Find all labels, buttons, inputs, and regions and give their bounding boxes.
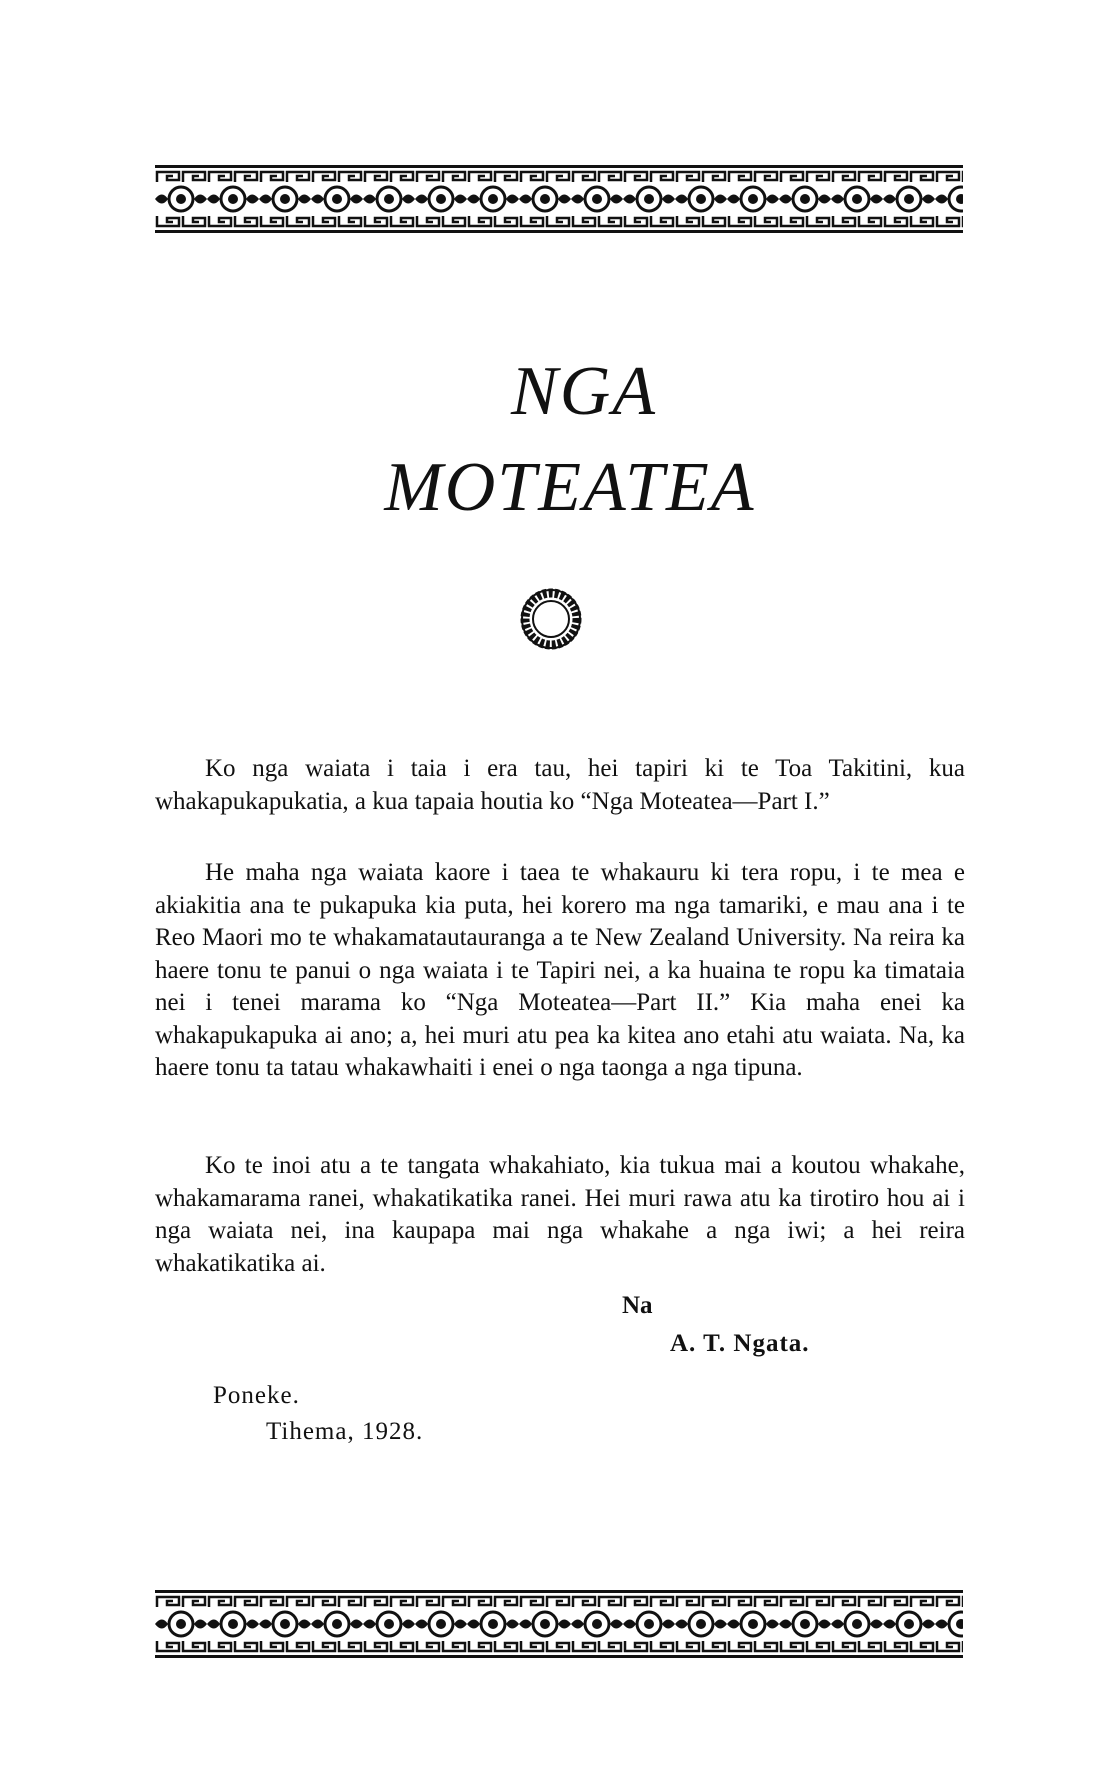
band-motif <box>935 172 963 226</box>
band-motif <box>831 172 883 226</box>
band-motif <box>467 172 519 226</box>
band-motif <box>675 1597 727 1651</box>
band-motif <box>155 172 207 226</box>
band-motif <box>207 172 259 226</box>
paragraph-2: He maha nga waiata kaore i taea te whakauru ki tera ropu, i te mea e akiakitia ana te pukapuka kia puta, hei korero ma nga tamariki, e mau ana i te Reo Maori mo te whakamatautauranga a te New Zealand University. Na reira ka haere tonu te panui o nga waiata i te Tapiri nei, a ka huaina te ropu ka timataia nei i tenei marama ko “Nga Moteatea—Part II.” Kia maha enei ka whakapukapuka ai ano; a, hei muri atu pea ka kitea ano etahi atu waiata. Na, ka haere tonu ta tatau whakawhaiti i enei o nga taonga a nga tipuna. <box>155 859 965 1081</box>
band-motif <box>727 1597 779 1651</box>
band-motif <box>883 172 935 226</box>
title-line-1: NGA <box>511 353 657 430</box>
top-ornamental-band <box>155 165 963 233</box>
band-motif <box>311 172 363 226</box>
band-motif <box>155 1597 207 1651</box>
date-line: Tihema, 1928. <box>266 1418 424 1445</box>
band-motif <box>259 172 311 226</box>
band-motif <box>363 1597 415 1651</box>
band-motif <box>363 172 415 226</box>
signature-na: Na <box>622 1292 653 1319</box>
band-motif <box>519 1597 571 1651</box>
band-motif <box>207 1597 259 1651</box>
band-motif <box>415 1597 467 1651</box>
band-motif <box>415 172 467 226</box>
band-motif <box>935 1597 963 1651</box>
bottom-ornamental-band <box>155 1590 963 1658</box>
band-motif <box>779 172 831 226</box>
band-motif <box>883 1597 935 1651</box>
paragraph-1: Ko nga waiata i taia i era tau, hei tapiri ki te Toa Takitini, kua whakapukapukatia, a kua tapaia houtia ko “Nga Moteatea—Part I.” <box>155 755 965 815</box>
signature-name: A. T. Ngata. <box>670 1330 810 1357</box>
band-motif <box>519 172 571 226</box>
band-motif <box>831 1597 883 1651</box>
band-motif <box>623 1597 675 1651</box>
band-motif <box>571 1597 623 1651</box>
band-motif <box>259 1597 311 1651</box>
band-motif <box>675 172 727 226</box>
band-motif <box>623 172 675 226</box>
title-line-2: MOTEATEA <box>384 449 756 526</box>
paragraph-3: Ko te inoi atu a te tangata whakahiato, kia tukua mai a koutou whakahe, whakamarama ranei, whakatikatika ranei. Hei muri rawa atu ka tirotiro hou ai i nga waiata nei, ina kaupapa mai nga whakahe a nga iwi; a hei reira whakatikatika ai. <box>155 1152 965 1277</box>
wreath-rosette-icon <box>520 588 582 650</box>
band-motif <box>467 1597 519 1651</box>
band-motif <box>571 172 623 226</box>
place-line: Poneke. <box>213 1382 300 1409</box>
band-motif <box>727 172 779 226</box>
band-motif <box>779 1597 831 1651</box>
band-motif <box>311 1597 363 1651</box>
